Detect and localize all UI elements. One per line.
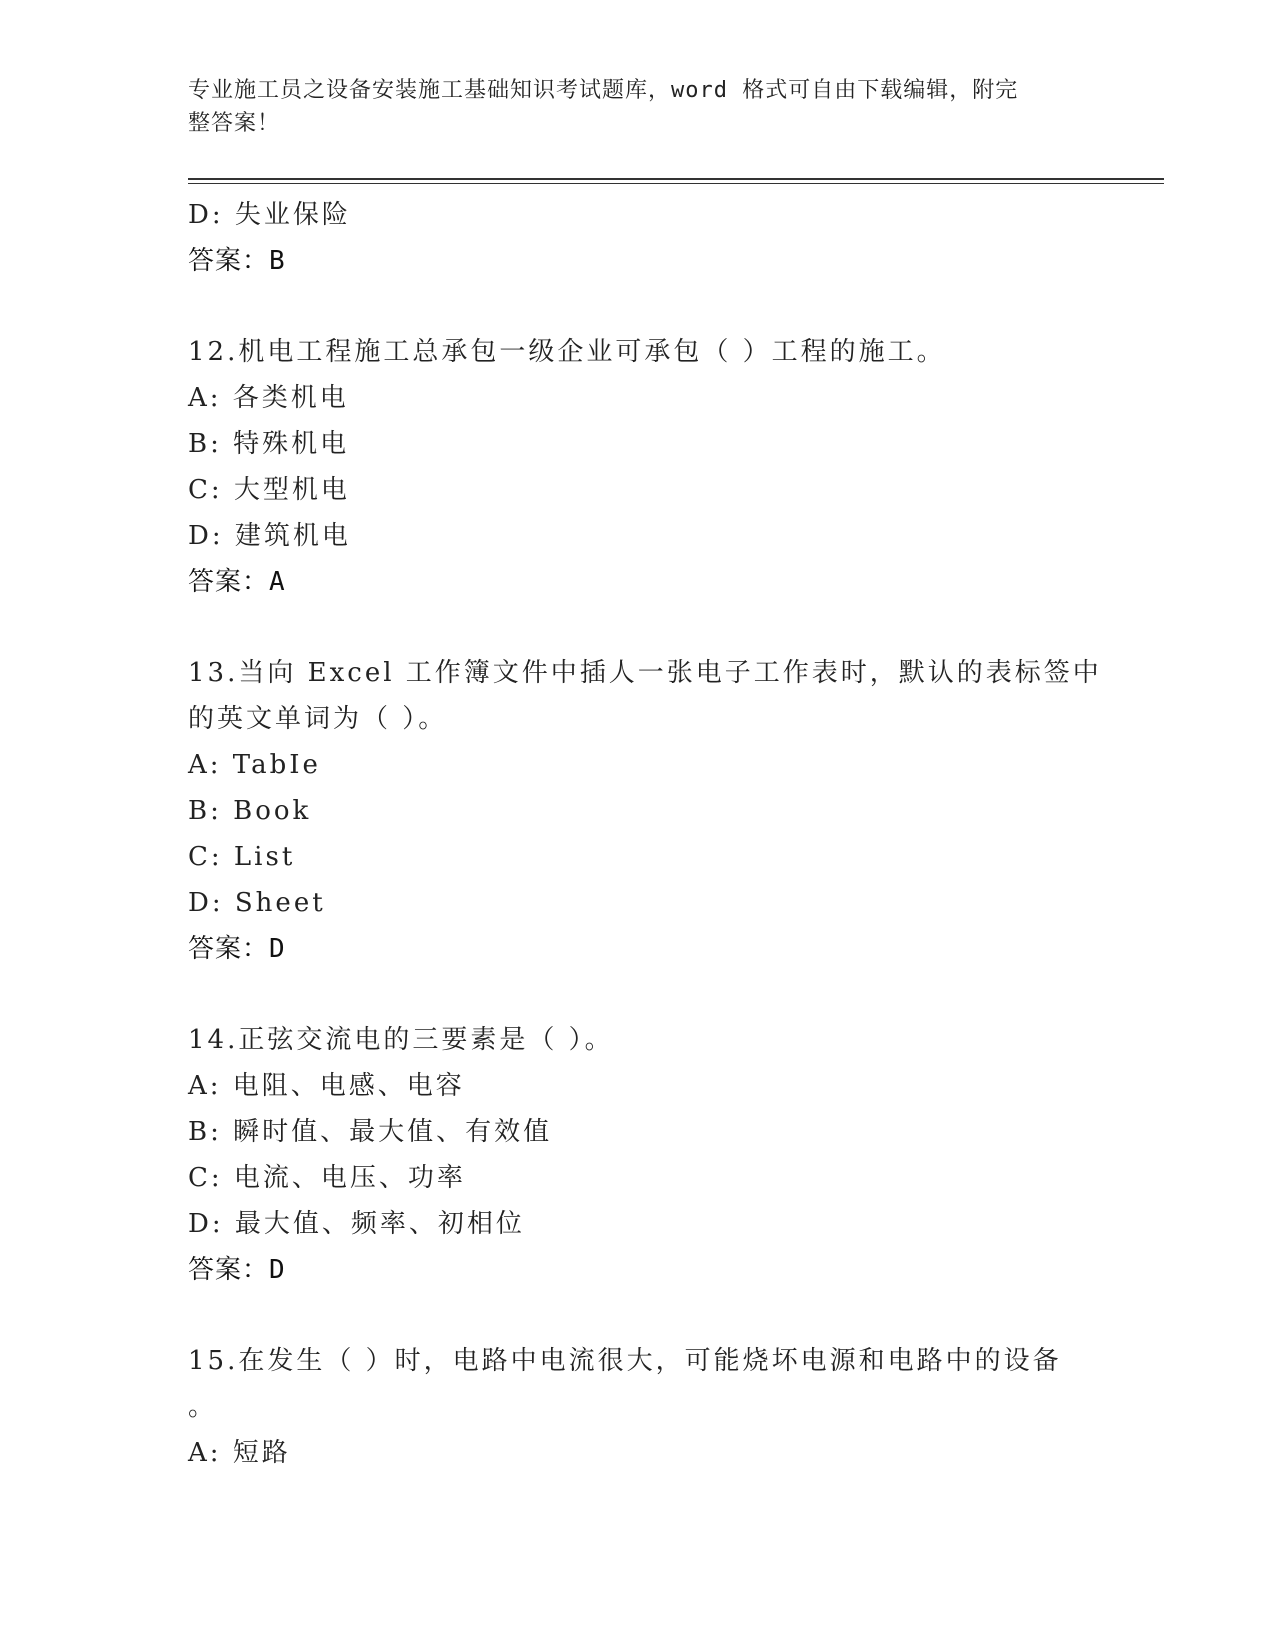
- q13-stem-line-2: 的英文单词为（ ）。: [188, 704, 448, 734]
- q15-stem-line-1: 15.在发生（ ）时，电路中电流很大，可能烧坏电源和电路中的设备: [188, 1346, 1062, 1376]
- header-divider-thick: [188, 178, 1164, 180]
- q14-answer: 答案：D: [188, 1255, 286, 1285]
- q13-option-a: A: TabIe: [188, 750, 321, 780]
- q12-option-a: A: 各类机电: [188, 383, 349, 413]
- header-line-2: 整答案！: [188, 111, 281, 136]
- spacer: [188, 284, 1088, 329]
- q13-answer: 答案：D: [188, 934, 286, 964]
- q15-option-a: A: 短路: [188, 1438, 291, 1468]
- q12-option-b: B: 特殊机电: [188, 429, 350, 459]
- spacer: [188, 605, 1088, 650]
- q13-stem-line-1: 13.当向 Excel 工作簿文件中插人一张电子工作表时，默认的表标签中: [188, 658, 1102, 688]
- question-list: [188, 192, 1102, 1476]
- spacer: [188, 972, 1088, 1017]
- header-divider-thin: [188, 183, 1164, 184]
- q12-option-d: D: 建筑机电: [188, 521, 351, 551]
- spacer: [188, 1293, 1088, 1338]
- q12-answer: 答案：A: [188, 567, 286, 597]
- q13-option-b: B: Book: [188, 796, 312, 826]
- q11-option-d: D: 失业保险: [188, 200, 351, 230]
- q14-stem: 14.正弦交流电的三要素是（ ）。: [188, 1025, 614, 1055]
- header-line-1: 专业施工员之设备安装施工基础知识考试题库，word 格式可自由下载编辑，附完: [188, 78, 1019, 103]
- q12-stem: 12.机电工程施工总承包一级企业可承包（ ）工程的施工。: [188, 337, 946, 367]
- q14-option-c: C: 电流、电压、功率: [188, 1163, 466, 1193]
- document-header: [188, 74, 1068, 140]
- q13-option-d: D: Sheet: [188, 888, 326, 918]
- q11-answer: 答案：B: [188, 246, 286, 276]
- q13-option-c: C: List: [188, 842, 296, 872]
- q14-option-a: A: 电阻、电感、电容: [188, 1071, 465, 1101]
- q12-option-c: C: 大型机电: [188, 475, 350, 505]
- q14-option-b: B: 瞬时值、最大值、有效值: [188, 1117, 553, 1147]
- q14-option-d: D: 最大值、频率、初相位: [188, 1209, 525, 1239]
- q15-stem-line-2: 。: [188, 1392, 218, 1422]
